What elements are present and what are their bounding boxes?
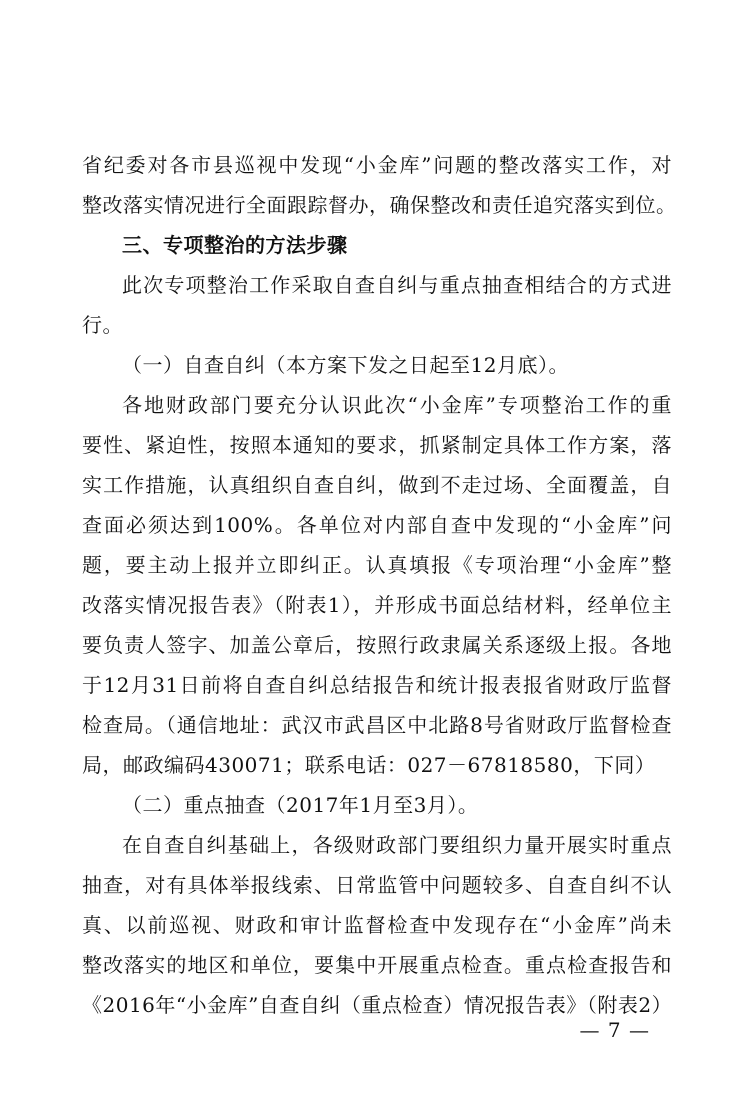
paragraph-line: 在自查自纠基础上，各级财政部门要组织力量开展实时重点: [122, 833, 672, 857]
page-number: — 7 —: [579, 1018, 650, 1042]
paragraph-line: 查面必须达到100%。各单位对内部自查中发现的“小金库”问: [82, 513, 672, 537]
section-heading: 三、专项整治的方法步骤: [122, 233, 348, 257]
subsection-heading: （二）重点抽查（2017年1月至3月）。: [122, 793, 479, 817]
paragraph-line: 局，邮政编码430071；联系电话：027－67818580，下同）: [82, 753, 656, 777]
paragraph-line: 抽查，对有具体举报线索、日常监管中问题较多、自查自纠不认: [82, 873, 672, 897]
paragraph-line: 改落实情况报告表》（附表1），并形成书面总结材料，经单位主: [82, 593, 672, 617]
paragraph-line: 省纪委对各市县巡视中发现“小金库”问题的整改落实工作，对: [82, 153, 672, 177]
paragraph-line: 题，要主动上报并立即纠正。认真填报《专项治理“小金库”整: [82, 553, 672, 577]
paragraph-line: 要性、紧迫性，按照本通知的要求，抓紧制定具体工作方案，落: [82, 433, 672, 457]
paragraph-line: 《2016年“小金库”自查自纠（重点检查）情况报告表》（附表2）: [82, 993, 673, 1017]
paragraph-line: 要负责人签字、加盖公章后，按照行政隶属关系逐级上报。各地: [82, 633, 672, 657]
paragraph-line: 检查局。（通信地址：武汉市武昌区中北路8号省财政厅监督检查: [82, 713, 672, 737]
paragraph-line: 实工作措施，认真组织自查自纠，做到不走过场、全面覆盖，自: [82, 473, 672, 497]
paragraph-line: 各地财政部门要充分认识此次“小金库”专项整治工作的重: [122, 393, 672, 417]
paragraph-line: 整改落实情况进行全面跟踪督办，确保整改和责任追究落实到位。: [82, 193, 677, 217]
paragraph-line: 此次专项整治工作采取自查自纠与重点抽查相结合的方式进: [122, 273, 672, 297]
paragraph-line: 于12月31日前将自查自纠总结报告和统计报表报省财政厅监督: [82, 673, 672, 697]
paragraph-line: 整改落实的地区和单位，要集中开展重点检查。重点检查报告和: [82, 953, 672, 977]
subsection-heading: （一）自查自纠（本方案下发之日起至12月底）。: [122, 353, 569, 377]
paragraph-line: 行。: [82, 313, 123, 337]
paragraph-line: 真、以前巡视、财政和审计监督检查中发现存在“小金库”尚未: [82, 913, 672, 937]
